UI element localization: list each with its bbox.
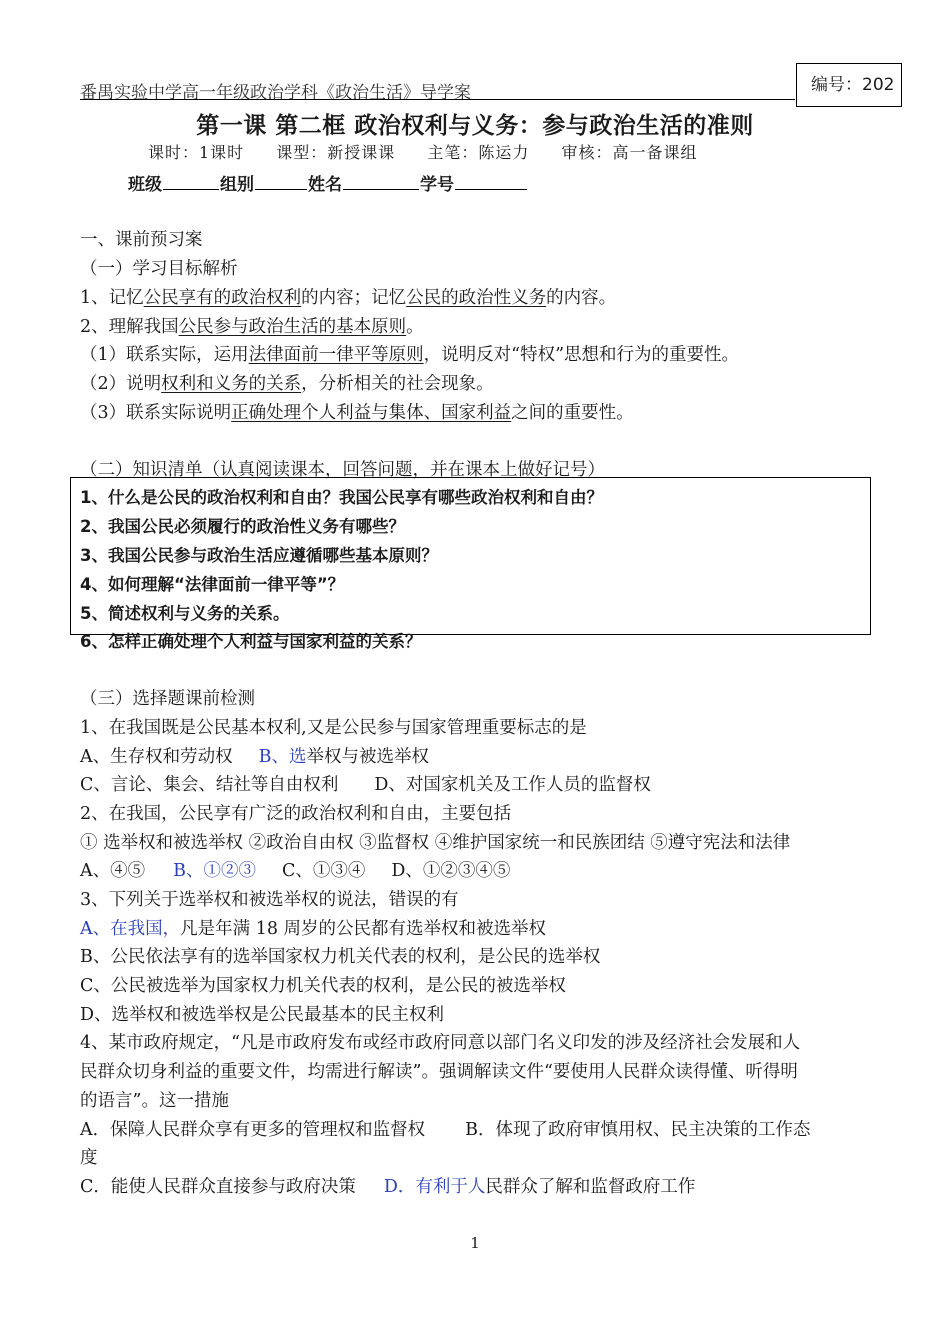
question-3-option-a: A、在我国，凡是年满 18 周岁的公民都有选举权和被选举权 xyxy=(80,919,547,939)
knowledge-question: 6、怎样正确处理个人利益与国家利益的关系？ xyxy=(80,632,422,651)
page-number: 1 xyxy=(470,1234,480,1252)
group-blank[interactable] xyxy=(255,172,307,190)
question-2-items: ① 选举权和被选举权 ②政治自由权 ③监督权 ④维护国家统一和民族团结 ⑤遵守宪法和法律 xyxy=(80,833,791,853)
lesson-title: 第一课 第二框 政治权利与义务：参与政治生活的准则 xyxy=(196,113,754,139)
option-c: C、①③④ xyxy=(282,861,366,881)
id-blank[interactable] xyxy=(455,172,527,190)
header-rule xyxy=(80,99,795,100)
school-header: 番禺实验中学高一年级政治学科《政治生活》导学案 xyxy=(80,83,471,103)
option-d: D、①②③④⑤ xyxy=(391,861,511,881)
option-a: A、④⑤ xyxy=(80,861,146,881)
option-c: C．能使人民群众直接参与政府决策 xyxy=(80,1177,356,1197)
option-b: B．体现了政府审慎用权、民主决策的工作态 xyxy=(465,1120,811,1140)
option-b-answer: B、①②③ xyxy=(173,861,257,881)
question-4-line-2: 民群众切身利益的重要文件，均需进行解读”。强调解读文件“要使用人民群众读得懂、听得明 xyxy=(80,1062,798,1082)
option-d: D、对国家机关及工作人员的监督权 xyxy=(374,775,651,795)
knowledge-question: 4、如何理解“法律面前一律平等”？ xyxy=(80,575,345,594)
section-heading-preview: 一、课前预习案 xyxy=(80,230,203,250)
name-blank[interactable] xyxy=(343,172,419,190)
question-4-options-cd: C．能使人民群众直接参与政府决策 D．有利于人民群众了解和监督政府工作 xyxy=(80,1177,696,1197)
goal-5: （3）联系实际说明正确处理个人利益与集体、国家利益之间的重要性。 xyxy=(80,403,634,423)
class-blank[interactable] xyxy=(163,172,219,190)
question-3-option-d: D、选举权和被选举权是公民最基本的民主权利 xyxy=(80,1005,445,1025)
meta-author: 主笔：陈运力 xyxy=(427,143,530,162)
lesson-meta xyxy=(148,140,724,163)
subheading-quiz: （三）选择题课前检测 xyxy=(80,689,255,709)
question-1: 1、在我国既是公民基本权利,又是公民参与国家管理重要标志的是 xyxy=(80,718,587,738)
subheading-knowledge: （二）知识清单（认真阅读课本，回答问题，并在课本上做好记号） xyxy=(80,460,605,480)
option-a: A．保障人民群众享有更多的管理权和监督权 xyxy=(80,1120,426,1140)
option-c: C、言论、集会、结社等自由权利 xyxy=(80,775,339,795)
goal-1: 1、记忆公民享有的政治权利的内容；记忆公民的政治性义务的内容。 xyxy=(80,288,617,308)
class-label: 班级 xyxy=(128,175,162,195)
document-code-box: 编号：202 xyxy=(796,63,902,107)
question-3: 3、下列关于选举权和被选举权的说法，错误的有 xyxy=(80,890,459,910)
name-label: 姓名 xyxy=(308,175,342,195)
student-info-fields xyxy=(128,170,528,195)
question-2-options xyxy=(80,857,510,882)
option-a: A、生存权和劳动权 xyxy=(80,747,233,767)
question-4-option-b-wrap: 度 xyxy=(80,1148,98,1168)
option-a-answer: A、在我国， xyxy=(80,919,181,939)
question-4-line-3: 的语言”。这一措施 xyxy=(80,1091,229,1111)
goal-4: （2）说明权利和义务的关系，分析相关的社会现象。 xyxy=(80,374,494,394)
goal-2: 2、理解我国公民参与政治生活的基本原则。 xyxy=(80,317,424,337)
question-1-options-cd xyxy=(80,771,651,796)
meta-review: 审核：高一备课组 xyxy=(561,143,698,162)
question-4-line-1: 4、某市政府规定，“凡是市政府发布或经市政府同意以部门名义印发的涉及经济社会发展和人 xyxy=(80,1033,801,1053)
group-label: 组别 xyxy=(220,175,254,195)
question-4-options-ab xyxy=(80,1116,811,1141)
question-1-options-ab: A、生存权和劳动权 B、选举权与被选举权 xyxy=(80,747,430,767)
knowledge-question: 2、我国公民必须履行的政治性义务有哪些？ xyxy=(80,517,405,536)
question-3-option-b: B、公民依法享有的选举国家权力机关代表的权利，是公民的选举权 xyxy=(80,947,601,967)
knowledge-question: 1、什么是公民的政治权利和自由？我国公民享有哪些政治权利和自由？ xyxy=(80,488,603,507)
subheading-goals: （一）学习目标解析 xyxy=(80,259,238,279)
id-label: 学号 xyxy=(420,175,454,195)
meta-hours: 课时：1课时 xyxy=(148,143,245,162)
knowledge-question: 3、我国公民参与政治生活应遵循哪些基本原则？ xyxy=(80,546,438,565)
question-2: 2、在我国，公民享有广泛的政治权利和自由，主要包括 xyxy=(80,804,512,824)
option-d-answer: D．有利于人 xyxy=(383,1177,486,1197)
meta-type: 课型：新授课课 xyxy=(276,143,396,162)
question-3-option-c: C、公民被选举为国家权力机关代表的权利，是公民的被选举权 xyxy=(80,976,566,996)
goal-3: （1）联系实际，运用法律面前一律平等原则，说明反对“特权”思想和行为的重要性。 xyxy=(80,345,740,365)
knowledge-question: 5、简述权利与义务的关系。 xyxy=(80,604,290,623)
option-b-answer: B、选 xyxy=(258,747,307,767)
